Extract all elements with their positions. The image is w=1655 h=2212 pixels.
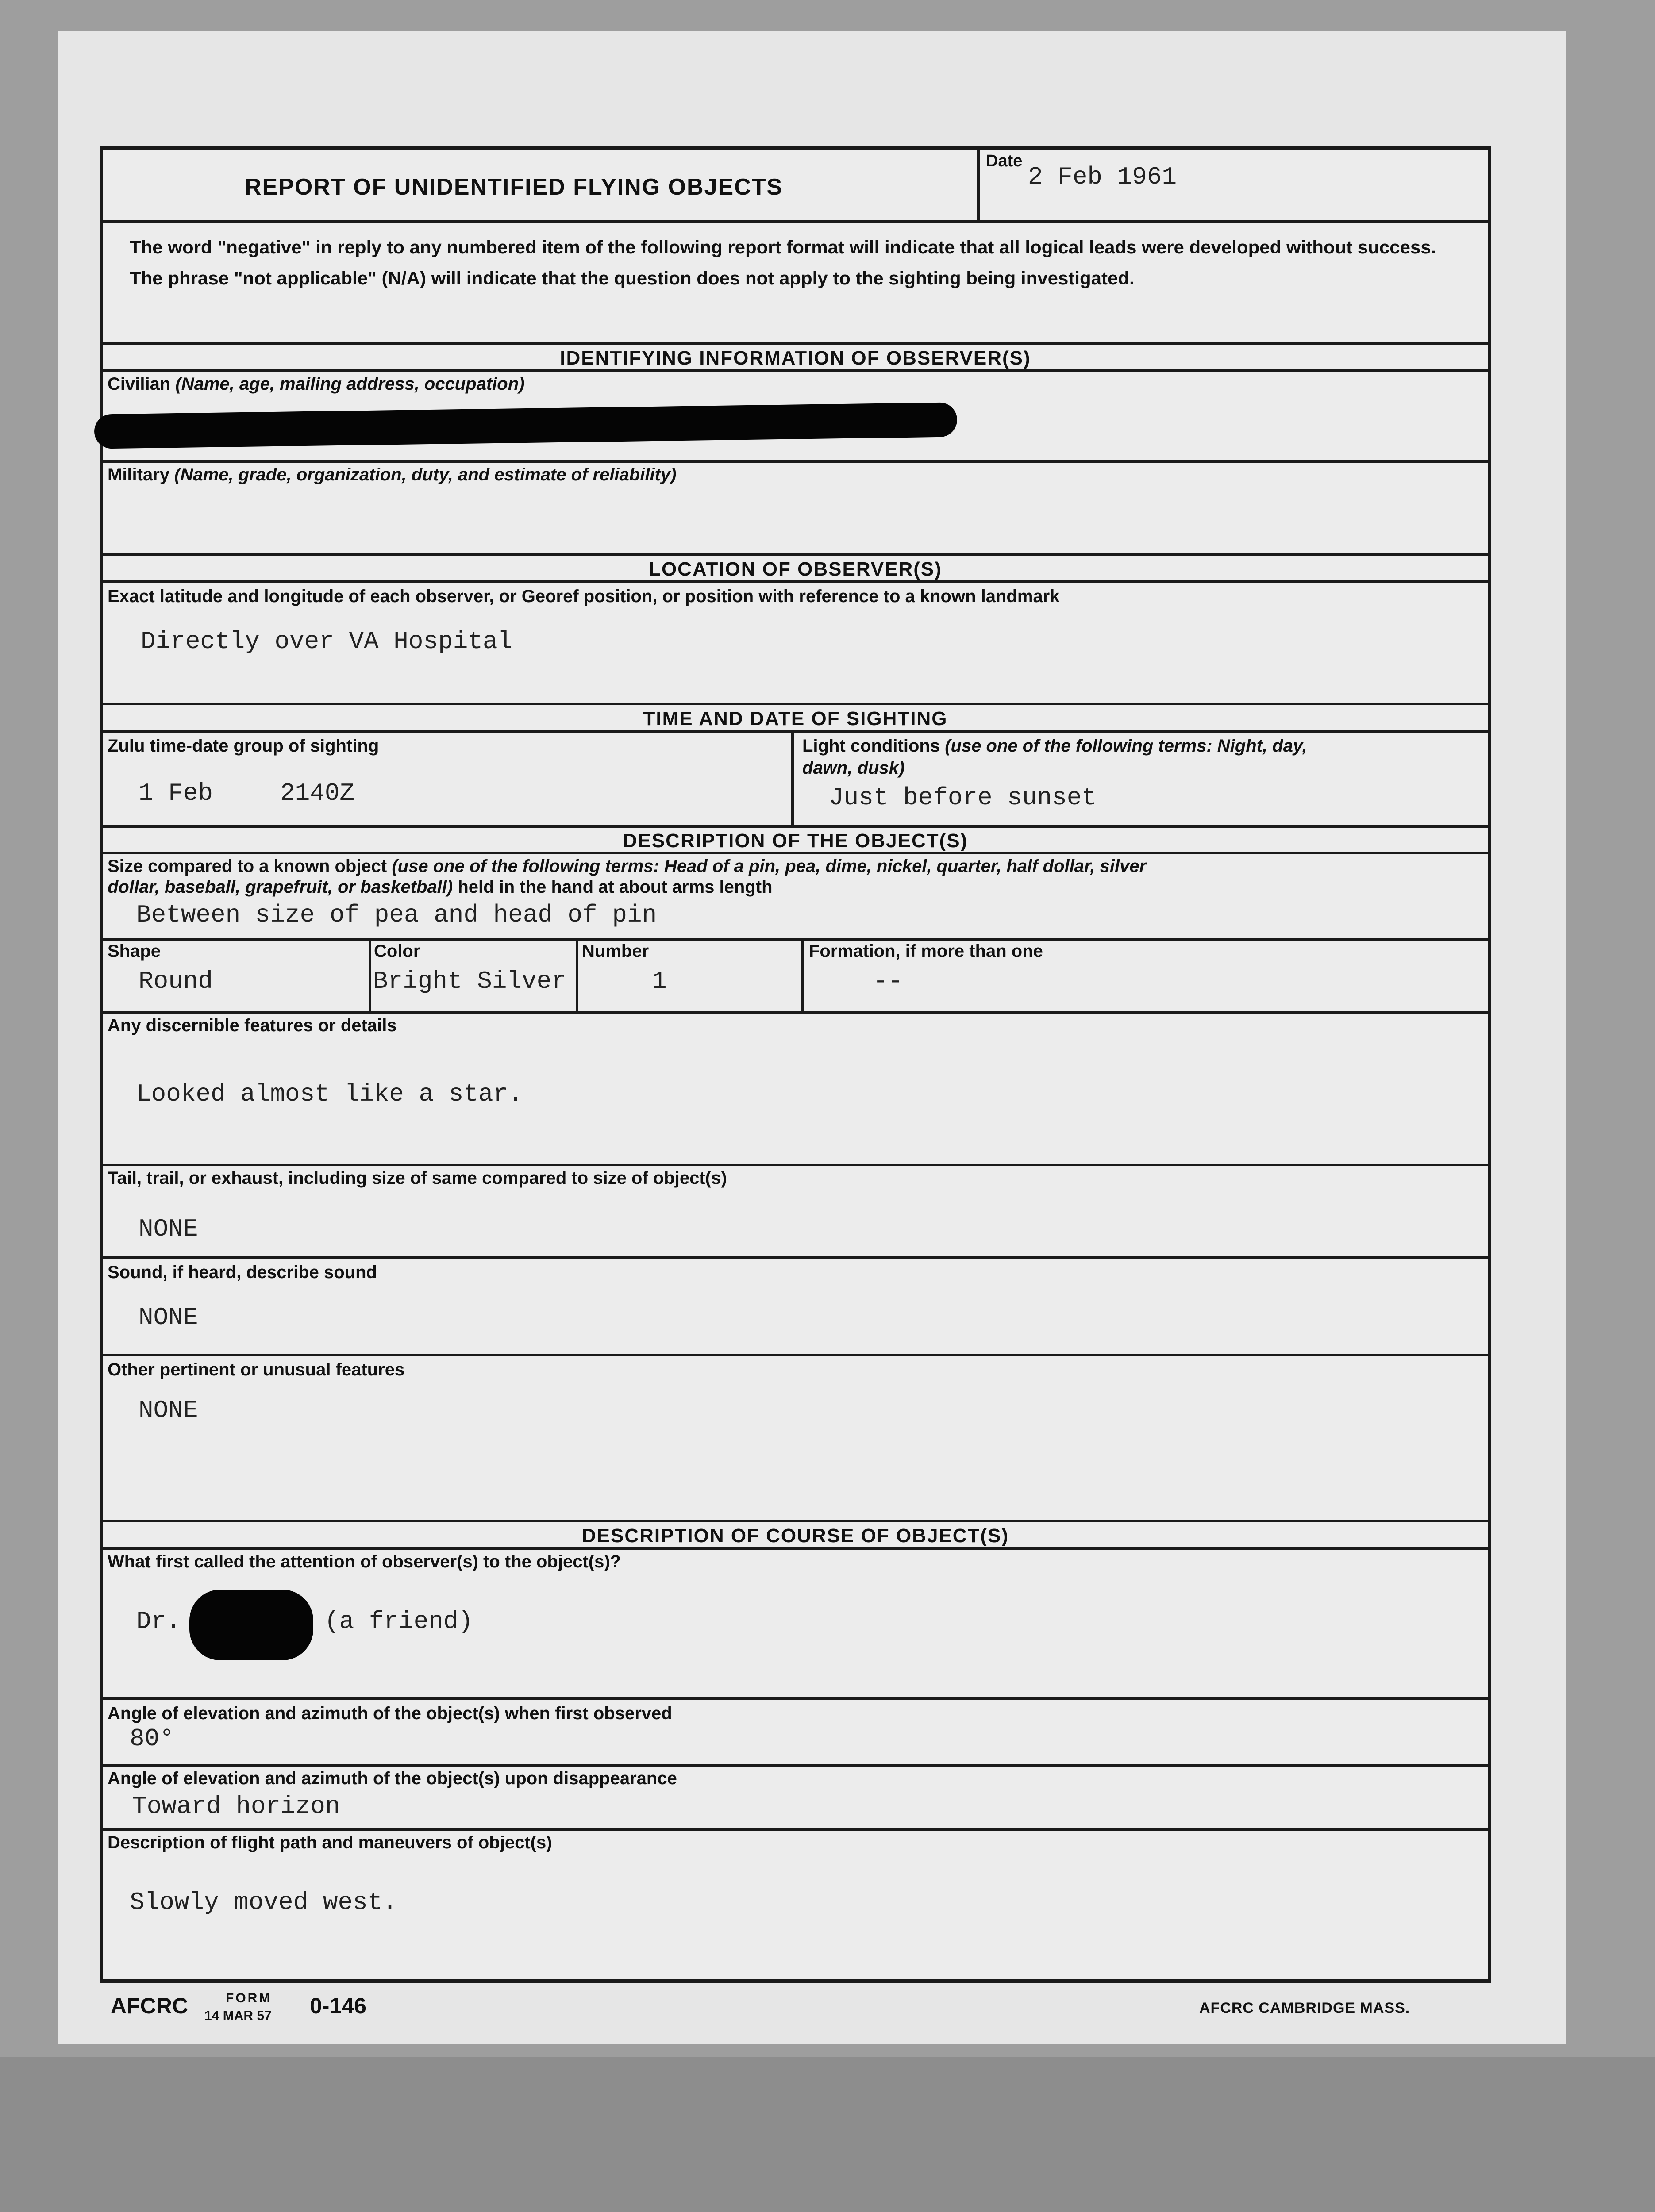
time-section-header bbox=[103, 703, 1488, 730]
elevation-first-row bbox=[103, 1697, 1488, 1764]
attention-row bbox=[103, 1547, 1488, 1697]
tail-label: Tail, trail, or exhaust, including size of same compared to size of object(s) bbox=[108, 1168, 727, 1188]
date-label: Date bbox=[986, 152, 1023, 170]
elevation-disappear-value: Toward horizon bbox=[132, 1792, 340, 1820]
formation-label: Formation, if more than one bbox=[809, 941, 1043, 961]
features-label: Any discernible features or details bbox=[108, 1016, 397, 1035]
size-hint: dollar, baseball, grapefruit, or basketball) held in the hand at about arms length bbox=[108, 877, 773, 897]
location-label: Exact latitude and longitude of each observer, or Georef position, or position with reference to a known landmark bbox=[108, 587, 1060, 606]
object-section-title: DESCRIPTION OF THE OBJECT(S) bbox=[623, 830, 968, 852]
civilian-row bbox=[103, 369, 1488, 460]
features-value: Looked almost like a star. bbox=[136, 1080, 523, 1108]
observer-section-title: IDENTIFYING INFORMATION OF OBSERVER(S) bbox=[560, 347, 1031, 369]
other-features-label: Other pertinent or unusual features bbox=[108, 1360, 405, 1379]
flight-path-value: Slowly moved west. bbox=[130, 1888, 397, 1916]
elevation-first-label: Angle of elevation and azimuth of the object(s) when first observed bbox=[108, 1704, 672, 1723]
size-label: Size compared to a known object (use one of the following terms: Head of a pin, pea, dime, nickel, quarter, half dollar, silver bbox=[108, 856, 1147, 876]
attention-suffix: (a friend) bbox=[324, 1607, 473, 1636]
shape-row bbox=[103, 938, 1488, 1011]
location-value: Directly over VA Hospital bbox=[141, 627, 513, 656]
footer-org: AFCRC bbox=[111, 1993, 188, 2018]
scan-background bbox=[0, 2057, 1655, 2212]
footer-location: AFCRC CAMBRIDGE MASS. bbox=[1199, 2000, 1410, 2016]
location-section-title: LOCATION OF OBSERVER(S) bbox=[649, 558, 942, 580]
attention-label: What first called the attention of observer(s) to the object(s)? bbox=[108, 1552, 621, 1571]
time-row bbox=[103, 730, 1488, 825]
tail-value: NONE bbox=[139, 1215, 198, 1243]
light-value: Just before sunset bbox=[829, 783, 1097, 812]
light-hint: dawn, dusk) bbox=[802, 758, 905, 778]
elevation-first-value: 80° bbox=[130, 1724, 174, 1753]
instructions-row bbox=[103, 220, 1488, 342]
redaction-bar bbox=[94, 402, 958, 449]
size-row bbox=[103, 852, 1488, 938]
tail-row bbox=[103, 1164, 1488, 1256]
attention-prefix: Dr. bbox=[136, 1607, 181, 1636]
elevation-disappear-label: Angle of elevation and azimuth of the object(s) upon disappearance bbox=[108, 1769, 677, 1788]
color-value: Bright Silver bbox=[373, 967, 566, 995]
instructions-text: The word "negative" in reply to any numbered item of the following report format will indicate that all logical leads were developed without success. The phrase "not applicable" (N/A) will indicate that the question does not apply to the sighting being investigated. bbox=[130, 237, 1436, 288]
military-row bbox=[103, 460, 1488, 553]
size-value: Between size of pea and head of pin bbox=[136, 901, 657, 929]
other-features-value: NONE bbox=[139, 1396, 198, 1425]
shape-value: Round bbox=[139, 967, 213, 995]
formation-value: -- bbox=[873, 967, 903, 995]
features-row bbox=[103, 1011, 1488, 1164]
ufo-report-form bbox=[100, 146, 1491, 1983]
flight-path-row bbox=[103, 1828, 1488, 1983]
report-date: 2 Feb 1961 bbox=[1028, 163, 1177, 191]
zulu-time: 2140Z bbox=[280, 779, 355, 807]
military-label: Military (Name, grade, organization, duty, and estimate of reliability) bbox=[108, 465, 677, 484]
form-title: REPORT OF UNIDENTIFIED FLYING OBJECTS bbox=[245, 174, 783, 200]
zulu-date: 1 Feb bbox=[139, 779, 213, 807]
sound-row bbox=[103, 1256, 1488, 1354]
observer-section-header bbox=[103, 342, 1488, 369]
header-row bbox=[103, 150, 1488, 220]
color-label: Color bbox=[374, 941, 420, 961]
footer-form-number: 0-146 bbox=[310, 1993, 366, 2018]
number-label: Number bbox=[582, 941, 649, 961]
flight-path-label: Description of flight path and maneuvers of object(s) bbox=[108, 1833, 552, 1852]
course-section-title: DESCRIPTION OF COURSE OF OBJECT(S) bbox=[581, 1525, 1009, 1547]
course-section-header bbox=[103, 1520, 1488, 1547]
footer-form-date: 14 MAR 57 bbox=[204, 2008, 272, 2023]
other-features-row bbox=[103, 1354, 1488, 1520]
shape-label: Shape bbox=[108, 941, 161, 961]
footer-form-word: FORM bbox=[226, 1991, 272, 2005]
sound-label: Sound, if heard, describe sound bbox=[108, 1263, 377, 1282]
sound-value: NONE bbox=[139, 1303, 198, 1332]
time-section-title: TIME AND DATE OF SIGHTING bbox=[643, 708, 948, 730]
redaction-blob bbox=[189, 1590, 313, 1660]
civilian-label: Civilian (Name, age, mailing address, occupation) bbox=[108, 374, 525, 394]
light-label: Light conditions (use one of the following terms: Night, day, bbox=[802, 736, 1307, 756]
elevation-disappear-row bbox=[103, 1764, 1488, 1828]
number-value: 1 bbox=[652, 967, 667, 995]
location-row bbox=[103, 580, 1488, 703]
zulu-label: Zulu time-date group of sighting bbox=[108, 736, 379, 756]
object-section-header bbox=[103, 825, 1488, 852]
location-section-header bbox=[103, 553, 1488, 580]
